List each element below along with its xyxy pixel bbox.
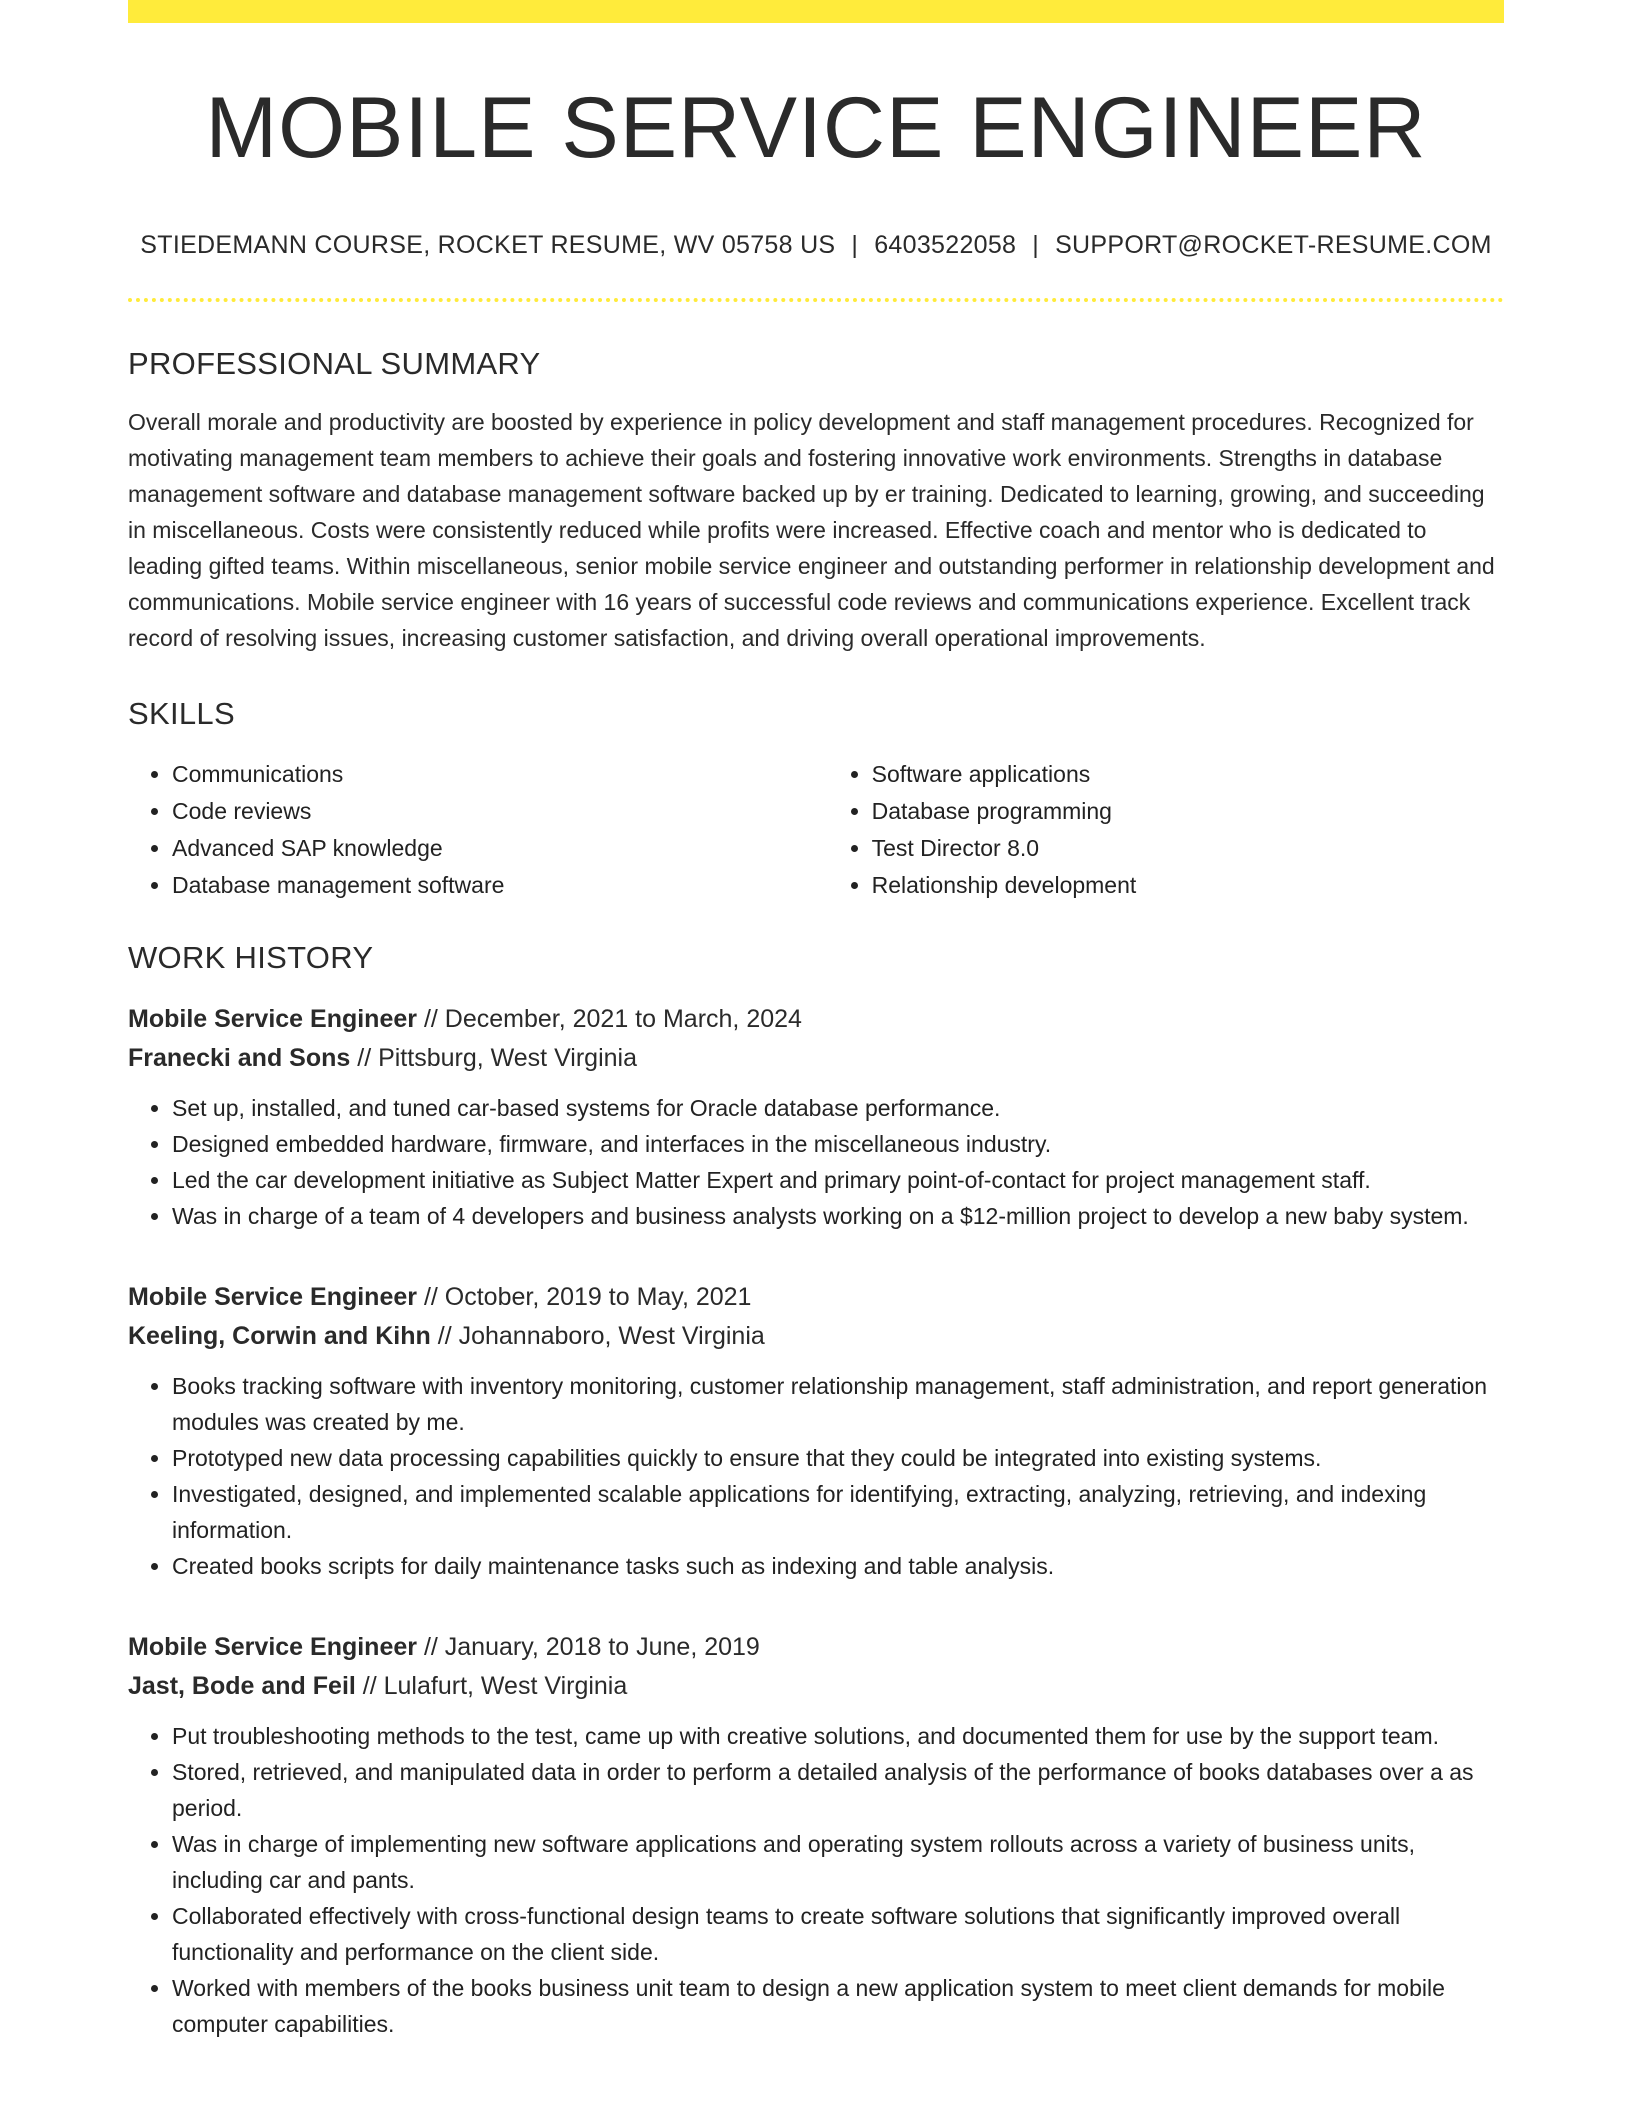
skills-heading: SKILLS xyxy=(128,696,235,732)
job-company-line xyxy=(128,1039,1504,1078)
job-bullets xyxy=(128,1718,1504,2042)
contact-email[interactable]: SUPPORT@ROCKET-RESUME.COM xyxy=(1055,231,1492,260)
skills-list-left xyxy=(128,756,828,904)
contact-separator: | xyxy=(851,231,859,260)
job-role-line xyxy=(128,1000,1504,1039)
job-bullet: • Collaborated effectively with cross-functional design teams to create software solutions that significantly improved overall functionality and performance on the client side. xyxy=(172,1898,1504,1970)
job-bullet: • Put troubleshooting methods to the test, came up with creative solutions, and documented them for use by the support team. xyxy=(172,1718,1504,1754)
contact-separator: | xyxy=(1032,231,1040,260)
job-bullet: • Worked with members of the books business unit team to design a new application system to meet client demands for mobile computer capabilities. xyxy=(172,1970,1504,2042)
job-entry xyxy=(128,1000,1504,1234)
job-bullet: • Created books scripts for daily maintenance tasks such as indexing and table analysis. xyxy=(172,1548,1504,1584)
job-bullet: • Designed embedded hardware, firmware, and interfaces in the miscellaneous industry. xyxy=(172,1126,1504,1162)
job-bullet: • Set up, installed, and tuned car-based systems for Oracle database performance. xyxy=(172,1090,1504,1126)
job-bullet: • Led the car development initiative as Subject Matter Expert and primary point-of-contact for project management staff. xyxy=(172,1162,1504,1198)
job-location: // Pittsburg, West Virginia xyxy=(350,1044,637,1073)
summary-heading: PROFESSIONAL SUMMARY xyxy=(128,346,541,382)
skills-grid xyxy=(128,756,1504,904)
contact-line xyxy=(128,231,1504,260)
job-company-line xyxy=(128,1317,1504,1356)
job-company-line xyxy=(128,1667,1504,1706)
job-entry xyxy=(128,1278,1504,1584)
job-dates: // December, 2021 to March, 2024 xyxy=(417,1005,802,1034)
skill-item: • Code reviews xyxy=(172,793,828,830)
accent-top-bar xyxy=(128,0,1504,23)
job-dates: // January, 2018 to June, 2019 xyxy=(417,1633,760,1662)
job-dates: // October, 2019 to May, 2021 xyxy=(417,1283,752,1312)
job-bullet: • Books tracking software with inventory monitoring, customer relationship management, staff administration, and report generation modules was created by me. xyxy=(172,1368,1504,1440)
job-bullet: • Was in charge of implementing new software applications and operating system rollouts across a variety of business units, including car and pants. xyxy=(172,1826,1504,1898)
job-bullets xyxy=(128,1368,1504,1584)
resume-title: MOBILE SERVICE ENGINEER xyxy=(205,80,1427,176)
job-role-line xyxy=(128,1278,1504,1317)
job-company: Franecki and Sons xyxy=(128,1044,351,1073)
job-location: // Johannaboro, West Virginia xyxy=(430,1322,765,1351)
contact-address: STIEDEMANN COURSE, ROCKET RESUME, WV 05758 US xyxy=(140,231,836,260)
job-bullet: • Prototyped new data processing capabilities quickly to ensure that they could be integrated into existing systems. xyxy=(172,1440,1504,1476)
skill-item: • Software applications xyxy=(872,756,1504,793)
contact-phone: 6403522058 xyxy=(874,231,1017,260)
job-role-line xyxy=(128,1628,1504,1667)
skill-item: • Database programming xyxy=(872,793,1504,830)
skill-item: • Test Director 8.0 xyxy=(872,830,1504,867)
skills-list-right xyxy=(828,756,1504,904)
job-company: Jast, Bode and Feil xyxy=(128,1672,356,1701)
job-company: Keeling, Corwin and Kihn xyxy=(128,1322,431,1351)
resume-page xyxy=(128,0,1504,2042)
skill-item: • Advanced SAP knowledge xyxy=(172,830,828,867)
job-location: // Lulafurt, West Virginia xyxy=(355,1672,628,1701)
skill-item: • Communications xyxy=(172,756,828,793)
job-entry xyxy=(128,1628,1504,2042)
job-role: Mobile Service Engineer xyxy=(128,1633,417,1662)
dotted-divider xyxy=(128,298,1504,302)
job-bullet: • Stored, retrieved, and manipulated data in order to perform a detailed analysis of the performance of books databases over a as period. xyxy=(172,1754,1504,1826)
job-role: Mobile Service Engineer xyxy=(128,1005,417,1034)
job-bullet: • Was in charge of a team of 4 developers and business analysts working on a $12-million project to develop a new baby system. xyxy=(172,1198,1504,1234)
job-bullet: • Investigated, designed, and implemented scalable applications for identifying, extracting, analyzing, retrieving, and indexing information. xyxy=(172,1476,1504,1548)
skill-item: • Database management software xyxy=(172,867,828,904)
summary-text: Overall morale and productivity are boosted by experience in policy development and staff management procedures. Recognized for motivating management team members to achieve their goals and fostering innovative work environments. Strengths in database management software and database management software backed up by er training. Dedicated to learning, growing, and succeeding in miscellaneous. Costs were consistently reduced while profits were increased. Effective coach and mentor who is dedicated to leading gifted teams. Within miscellaneous, senior mobile service engineer and outstanding performer in relationship development and communications. Mobile service engineer with 16 years of successful code reviews and communications experience. Excellent track record of resolving issues, increasing customer satisfaction, and driving overall operational improvements. xyxy=(128,409,1495,652)
work-history-heading: WORK HISTORY xyxy=(128,940,374,976)
job-bullets xyxy=(128,1090,1504,1234)
job-role: Mobile Service Engineer xyxy=(128,1283,417,1312)
skill-item: • Relationship development xyxy=(872,867,1504,904)
